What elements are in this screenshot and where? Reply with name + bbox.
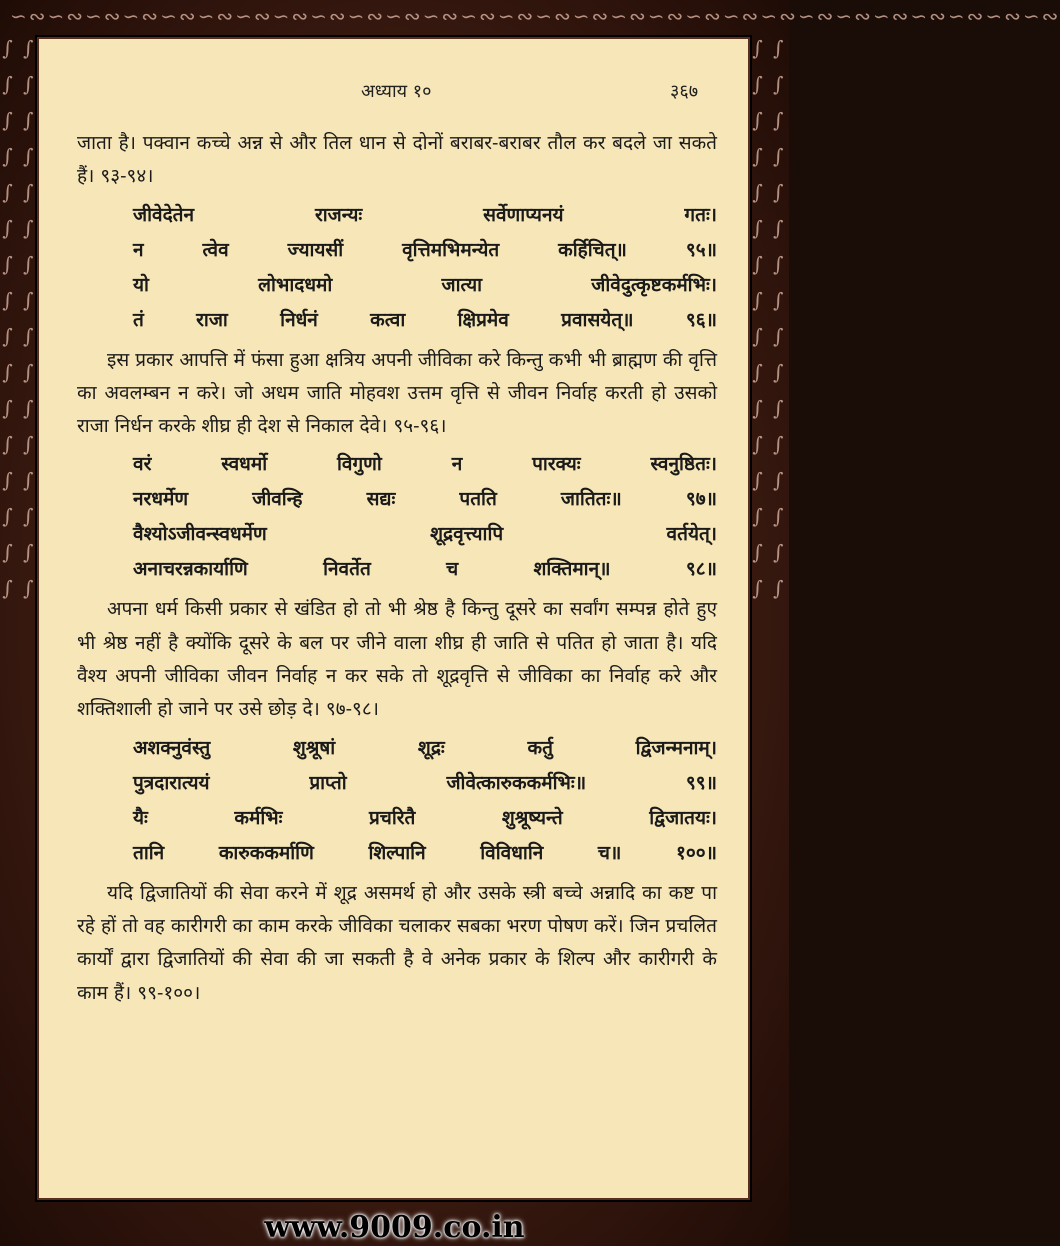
- hindi-paragraph: यदि द्विजातियों की सेवा करने में शूद्र असमर्थ हो और उसके स्त्री बच्चे अन्नादि का कष्ट पा रहे हों तो वह कारीगरी का काम करके जीविका चलाकर सबका भरण पोषण करें। जिन प्रचलित कार्यों द्वारा द्विजातियों की सेवा की जा सकती है वे अनेक प्रकार के शिल्प और कारीगरी के काम हैं। ९९-१००।: [77, 881, 717, 1004]
- verse-line: यैः कर्मभिः प्रचरितै शुश्रूष्यन्ते द्विजातयः।: [133, 806, 717, 829]
- verse-line: नरधर्मेण जीवन्हि सद्यः पतति जातितः॥ ९७॥: [133, 488, 717, 511]
- border-ornament-top: ∽∾∽∾∽∾∽∾∽∾∽∾∽∾∽∾∽∾∽∾∽∾∽∾∽∾∽∾∽∾∽∾∽∾∽∾∽∾∽∾∽∾∽∾∽∾∽∾∽∾∽∾∽∾∽∾: [10, 4, 1060, 28]
- sanskrit-verse: [77, 447, 717, 587]
- sanskrit-verse: [77, 198, 717, 338]
- verse-line: अशक्नुवंस्तु शुश्रूषां शूद्रः कर्तु द्विजन्मनाम्।: [133, 736, 717, 759]
- site-watermark: www.9009.co.in: [264, 1210, 525, 1245]
- page-header: [37, 79, 750, 109]
- verse-line: वैश्योऽजीवन्स्वधर्मेण शूद्रवृत्त्यापि वर्तयेत्।: [133, 523, 717, 546]
- verse-line: पुत्रदारात्ययं प्राप्तो जीवेत्कारुककर्मभिः॥ ९९॥: [133, 771, 717, 794]
- verse-line: तानि कारुककर्माणि शिल्पानि विविधानि च॥ १००॥: [133, 841, 717, 864]
- verse-line: वरं स्वधर्मो विगुणो न पारक्यः स्वनुष्ठितः।: [133, 453, 717, 476]
- hindi-paragraph: इस प्रकार आपत्ति में फंसा हुआ क्षत्रिय अपनी जीविका करे किन्तु कभी भी ब्राह्मण की वृत्ति का अवलम्बन न करे। जो अधम जाति मोहवश उत्तम वृत्ति से जीवन निर्वाह करती हो उसको राजा निर्धन करके शीघ्र ही देश से निकाल देवे। ९५-९६।: [77, 348, 717, 438]
- document-page: [37, 37, 750, 1200]
- page-body: [77, 127, 717, 1010]
- sanskrit-verse: [77, 731, 717, 871]
- verse-line: अनाचरन्नकार्याणि निवर्तेत च शक्तिमान्॥ ९८॥: [133, 558, 717, 581]
- chapter-heading: अध्याय १०: [361, 81, 432, 102]
- verse-line: यो लोभादधमो जात्या जीवेदुत्कृष्टकर्मभिः।: [133, 273, 717, 296]
- page-number: ३६७: [670, 81, 699, 102]
- hindi-paragraph: अपना धर्म किसी प्रकार से खंडित हो तो भी श्रेष्ठ है किन्तु दूसरे का सर्वांग सम्पन्न होते हुए भी श्रेष्ठ नहीं है क्योंकि दूसरे के बल पर जीने वाला शीघ्र ही जाति से पतित हो जाता है। यदि वैश्य अपनी जीविका जीवन निर्वाह न कर सके तो शूद्रवृत्ति से जीविका का निर्वाह करे और शक्तिशाली हो जाने पर उसे छोड़ दे। ९७-९८।: [77, 598, 717, 721]
- border-ornament-left: ∫ ∫ ∫ ∫ ∫ ∫ ∫ ∫ ∫ ∫ ∫ ∫ ∫ ∫ ∫ ∫ ∫ ∫ ∫ ∫ ∫ ∫ ∫ ∫ ∫ ∫ ∫ ∫ ∫ ∫ ∫ ∫: [2, 36, 36, 600]
- border-ornament-right: ∫ ∫ ∫ ∫ ∫ ∫ ∫ ∫ ∫ ∫ ∫ ∫ ∫ ∫ ∫ ∫ ∫ ∫ ∫ ∫ ∫ ∫ ∫ ∫ ∫ ∫ ∫ ∫ ∫ ∫ ∫ ∫: [752, 36, 786, 600]
- verse-line: जीवेदेतेन राजन्यः सर्वेणाप्यनयं गतः।: [133, 203, 717, 226]
- verse-line: न त्वेव ज्यायसीं वृत्तिमभिमन्येत कर्हिचित्॥ ९५॥: [133, 238, 717, 261]
- hindi-paragraph: जाता है। पक्वान कच्चे अन्न से और तिल धान से दोनों बराबर-बराबर तौल कर बदले जा सकते हैं। ९३-९४।: [77, 132, 717, 188]
- verse-line: तं राजा निर्धनं कत्वा क्षिप्रमेव प्रवासयेत्॥ ९६॥: [133, 308, 717, 331]
